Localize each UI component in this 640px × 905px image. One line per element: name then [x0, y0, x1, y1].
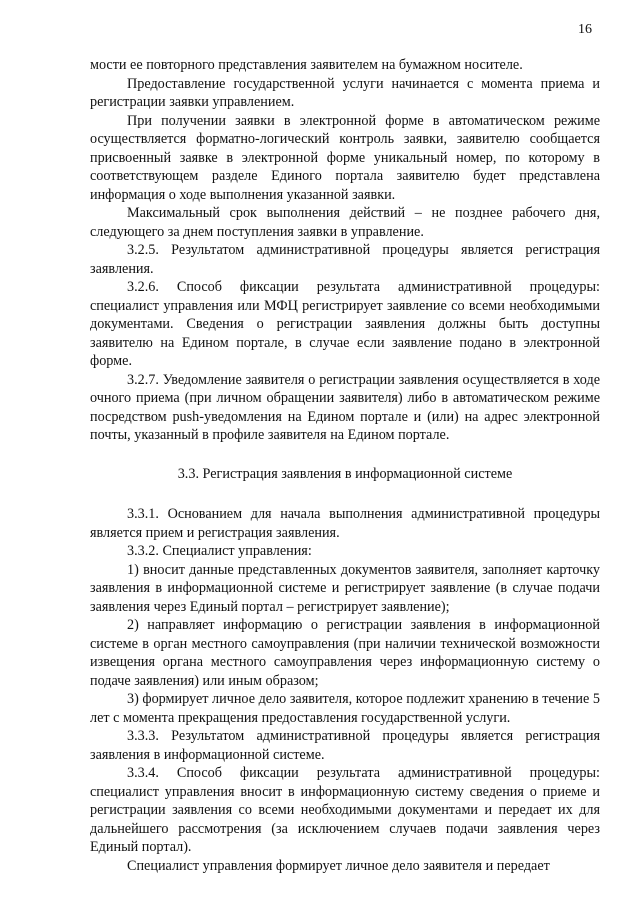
- paragraph: 3) формирует личное дело заявителя, которое подлежит хранению в течение 5 лет с момента прекращения предоставления государственной услуги.: [90, 691, 600, 726]
- page-number: 16: [578, 22, 592, 37]
- paragraph: 3.2.6. Способ фиксации результата административной процедуры: специалист управления или МФЦ регистрирует заявление со всеми необходимыми документами. Сведения о регистрации заявления должны быть доступны заявителю на Едином портале, в случае если заявление подано в электронной форме.: [90, 279, 600, 369]
- paragraph: 3.2.5. Результатом административной процедуры является регистрация заявления.: [90, 242, 600, 277]
- paragraph: 3.3.4. Способ фиксации результата административной процедуры: специалист управления вносит в информационную систему сведения о приеме и регистрации заявления со всеми необходимыми документами и передает их для дальнейшего рассмотрения (за исключением случаев подачи заявления через Единый портал).: [90, 765, 600, 855]
- paragraph: мости ее повторного представления заявителем на бумажном носителе.: [90, 57, 523, 73]
- paragraph: 2) направляет информацию о регистрации заявления в информационной системе в орган местного самоуправления (при наличии технической возможности извещения органа местного самоуправления через информационную систему о подаче заявления) или иным образом;: [90, 617, 600, 689]
- paragraph: 3.2.7. Уведомление заявителя о регистрации заявления осуществляется в ходе очного приема (при личном обращении заявителя) либо в автоматическом режиме посредством push-уведомления на Едином портале и (или) на адрес электронной почты, указанный в профиле заявителя на Едином портале.: [90, 371, 600, 443]
- paragraph: При получении заявки в электронной форме в автоматическом режиме осуществляется форматно-логический контроль заявки, заявителю сообщается присвоенный заявке в электронной форме уникальный номер, по которому в соответствующем разделе Единого портала заявителю будет представлена информация о ходе выполнения указанной заявки.: [90, 112, 600, 203]
- document-body: [90, 56, 600, 875]
- paragraph: 3.3.2. Специалист управления:: [127, 543, 312, 559]
- paragraph: 1) вносит данные представленных документов заявителя, заполняет карточку заявления в информационной системе и регистрирует заявление (в случае подачи заявления через Единый портал – регистрирует заявление);: [90, 561, 600, 615]
- paragraph: Предоставление государственной услуги начинается с момента приема и регистрации заявки управлением.: [90, 75, 600, 110]
- paragraph: Максимальный срок выполнения действий – не позднее рабочего дня, следующего за днем поступления заявки в управление.: [90, 205, 600, 240]
- section-heading: 3.3. Регистрация заявления в информационной системе: [177, 465, 513, 482]
- paragraph: 3.3.3. Результатом административной процедуры является регистрация заявления в информационной системе.: [90, 728, 600, 763]
- paragraph: 3.3.1. Основанием для начала выполнения административной процедуры является прием и регистрация заявления.: [90, 506, 600, 541]
- paragraph: Специалист управления формирует личное дело заявителя и передает: [127, 857, 550, 874]
